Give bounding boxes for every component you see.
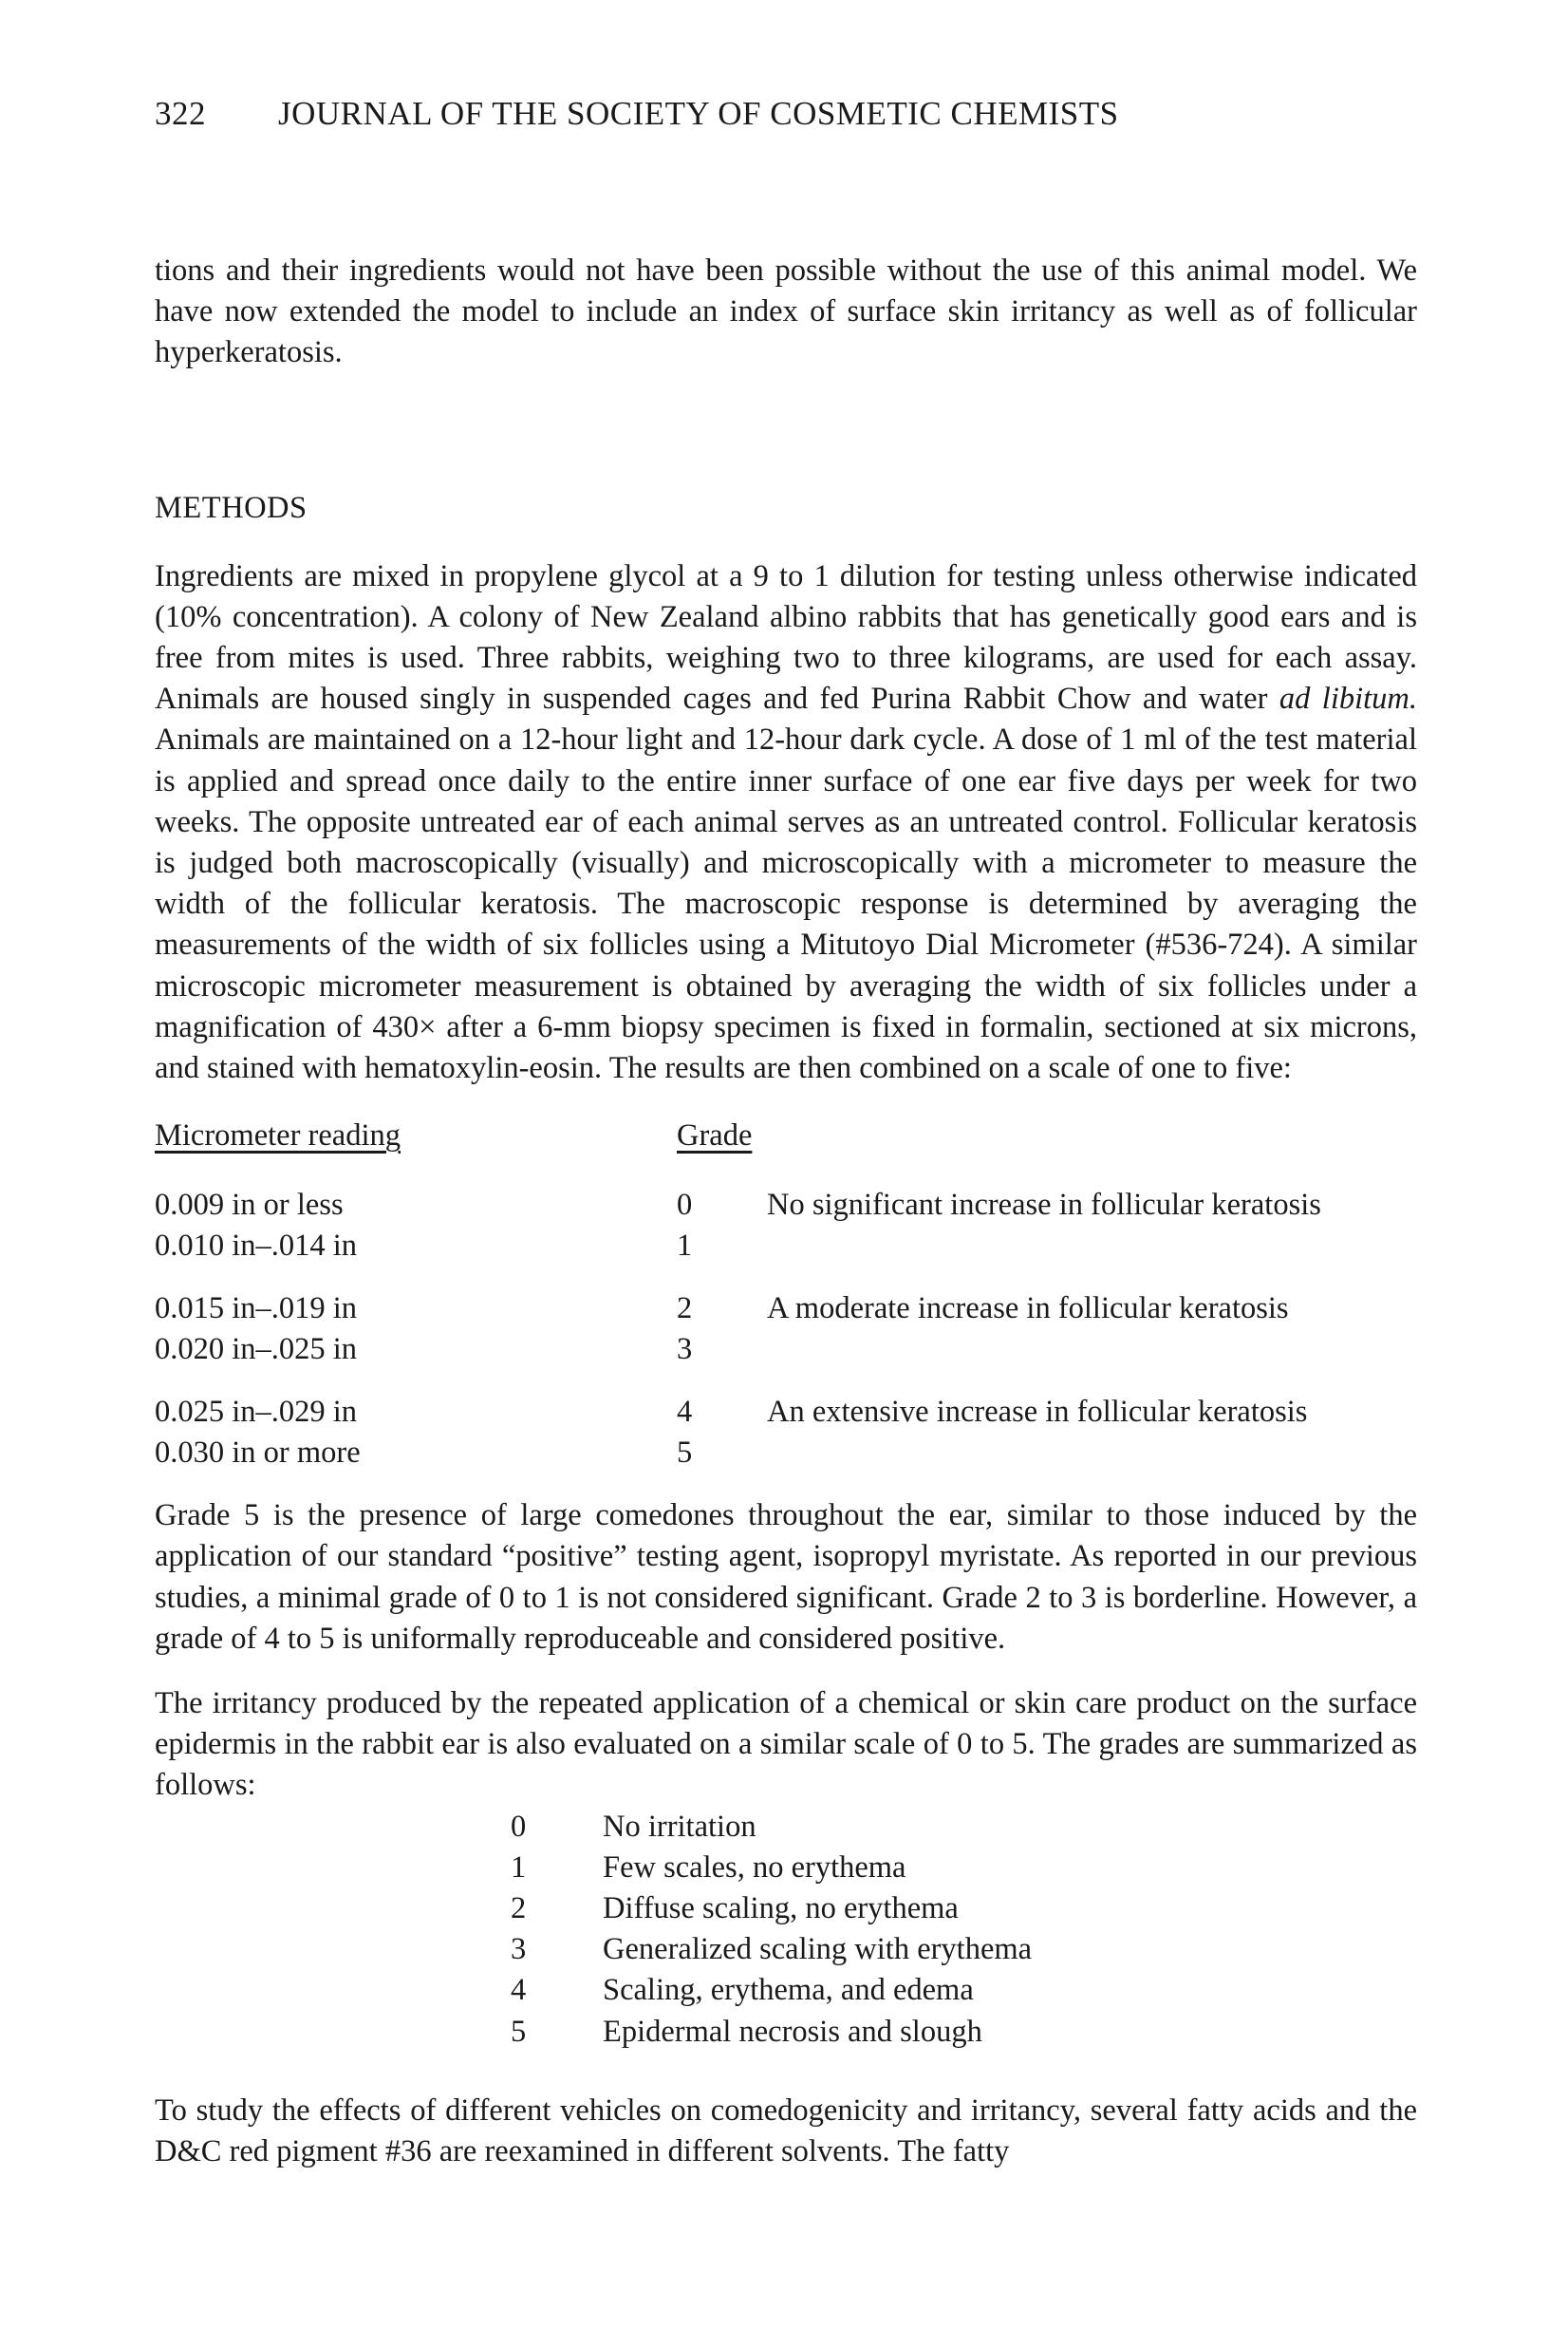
scale-description: Epidermal necrosis and slough (603, 2014, 982, 2049)
methods-text-part2: Animals are maintained on a 12-hour light and 12-hour dark cycle. A dose of 1 ml of the test material is applied and spread once daily to the entire inner surface of one ear five days per week for two weeks. The opposite untreated ear of each animal serves as an untreated control. Follicular keratosis is judged both macroscopically (visually) and microscopically with a micrometer to measure the width of the follicular keratosis. The macroscopic response is determined by averaging the measurements of the width of six follicles using a Mitutoyo Dial Micrometer (#536-724). A similar microscopic micrometer measurement is obtained by averaging the width of six follicles under a magnification of 430× after a 6-mm biopsy specimen is fixed in formalin, sectioned at six microns, and stained with hematoxylin-eosin. The results are then combined on a scale of one to five: (155, 723, 1417, 1086)
table-group (155, 1392, 1417, 1473)
grade-cell: 4 (677, 1395, 693, 1430)
header-grade: Grade (677, 1118, 753, 1154)
list-item (155, 1807, 1417, 1848)
methods-paragraph (155, 556, 1417, 1090)
page-number: 322 (155, 95, 206, 132)
reading-cell: 0.010 in–.014 in (155, 1229, 358, 1264)
micrometer-grade-table (155, 1116, 1417, 1473)
scale-description: Scaling, erythema, and edema (603, 1973, 974, 2008)
description-cell: A moderate increase in follicular keratosis (767, 1291, 1289, 1326)
grade-cell: 0 (677, 1188, 693, 1223)
table-row (155, 1392, 1417, 1433)
scale-grade: 0 (511, 1809, 527, 1844)
description-cell: An extensive increase in follicular keratosis (767, 1395, 1308, 1430)
reading-cell: 0.020 in–.025 in (155, 1332, 358, 1367)
scale-grade: 2 (511, 1891, 527, 1926)
reading-cell: 0.025 in–.029 in (155, 1395, 358, 1430)
grade-cell: 3 (677, 1332, 693, 1367)
scale-grade: 1 (511, 1849, 527, 1885)
running-header (155, 95, 1417, 152)
intro-paragraph: tions and their ingredients would not have been possible without the use of this animal model. We have now extended the model to include an index of surface skin irritancy as well as of follicular hyperkeratosis. (155, 253, 1417, 370)
scale-description: No irritation (603, 1809, 756, 1844)
table-row (155, 1288, 1417, 1329)
reading-cell: 0.030 in or more (155, 1436, 361, 1471)
scale-description: Few scales, no erythema (603, 1849, 906, 1885)
reading-cell: 0.015 in–.019 in (155, 1291, 358, 1326)
description-cell: No significant increase in follicular keratosis (767, 1188, 1321, 1223)
irritancy-scale-list (155, 1807, 1417, 2053)
list-item (155, 1848, 1417, 1888)
page (155, 95, 1417, 2172)
irritancy-paragraph: The irritancy produced by the repeated application of a chemical or skin care product on the surface epidermis in the rabbit ear is also evaluated on a similar scale of 0 to 5. The grades are summarized as follows: (155, 1686, 1417, 1803)
table-row (155, 1185, 1417, 1226)
table-header-row (155, 1116, 1417, 1156)
methods-text-part1: Ingredients are mixed in propylene glycol at a 9 to 1 dilution for testing unless otherwise indicated (10% concentration). A colony of New Zealand albino rabbits that has genetically good ears and is free from mites is used. Three rabbits, weighing two to three kilograms, are used for each assay. Animals are housed singly in suspended cages and fed Purina Rabbit Chow and water (155, 558, 1417, 717)
table-group (155, 1288, 1417, 1370)
list-item (155, 1970, 1417, 2011)
table-row (155, 1329, 1417, 1370)
table-row (155, 1226, 1417, 1267)
header-micrometer-reading: Micrometer reading (155, 1118, 401, 1154)
list-item (155, 1929, 1417, 1970)
table-row (155, 1433, 1417, 1473)
final-paragraph: To study the effects of different vehicles on comedogenicity and irritancy, several fatty acids and the D&C red pigment #36 are reexamined in different solvents. The fatty (155, 2093, 1417, 2168)
grade-cell: 1 (677, 1229, 693, 1264)
list-item (155, 2012, 1417, 2053)
journal-title: JOURNAL OF THE SOCIETY OF COSMETIC CHEMISTS (278, 95, 1119, 132)
scale-description: Diffuse scaling, no erythema (603, 1891, 959, 1926)
methods-text-italic: ad libitum. (1279, 682, 1418, 717)
grade5-paragraph: Grade 5 is the presence of large comedones throughout the ear, similar to those induced by the application of our standard “positive” testing agent, isopropyl myristate. As reported in our previous studies, a minimal grade of 0 to 1 is not considered significant. Grade 2 to 3 is borderline. However, a grade of 4 to 5 is uniformally reproduceable and considered positive. (155, 1498, 1417, 1656)
methods-heading: METHODS (155, 490, 308, 525)
scale-description: Generalized scaling with erythema (603, 1932, 1033, 1967)
table-group (155, 1185, 1417, 1267)
reading-cell: 0.009 in or less (155, 1188, 344, 1223)
list-item (155, 1888, 1417, 1929)
grade-cell: 5 (677, 1436, 693, 1471)
scale-grade: 5 (511, 2014, 527, 2049)
scale-grade: 3 (511, 1932, 527, 1967)
scale-grade: 4 (511, 1973, 527, 2008)
grade-cell: 2 (677, 1291, 693, 1326)
